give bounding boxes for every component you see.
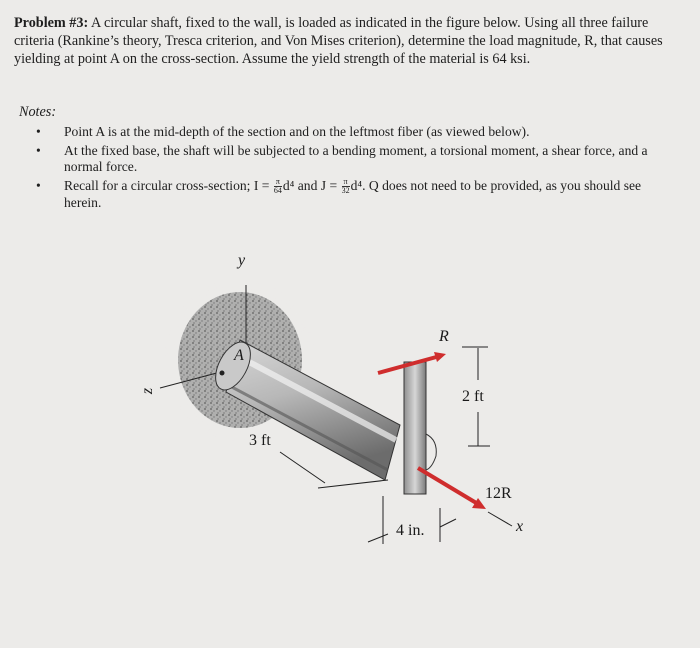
x-axis: [488, 512, 512, 526]
label-12r: 12R: [485, 485, 512, 502]
notes-title: Notes:: [19, 104, 57, 120]
load-12r-arrow: [418, 468, 486, 509]
problem-label: Problem #3:: [14, 15, 89, 31]
label-y: y: [238, 252, 246, 269]
point-a-marker: [220, 371, 225, 376]
fraction-pi-64: $\frac{\pi}{64}$: [273, 176, 282, 195]
fraction-pi-32: $\frac{\pi}{32}$: [341, 176, 350, 195]
label-z: z: [139, 387, 157, 395]
label-x: x: [516, 518, 524, 535]
bullet-icon: •: [36, 177, 41, 193]
note-item: • At the fixed base, the shaft will be subjected to a bending moment, a torsional moment, a shear force, and a normal force.: [36, 142, 648, 174]
bullet-icon: •: [36, 142, 41, 158]
bullet-icon: •: [36, 124, 41, 139]
label-3ft: 3 ft: [249, 432, 271, 449]
note-item: • Point A is at the mid-depth of the section and on the leftmost fiber (as viewed below).: [36, 124, 530, 139]
label-4in: 4 in.: [396, 522, 425, 539]
label-2ft: 2 ft: [462, 388, 484, 405]
label-a: A: [234, 347, 244, 364]
label-r: R: [439, 328, 449, 345]
problem-text: A circular shaft, fixed to the wall, is loaded as indicated in the figure below. Using all three failure criteria (Rankine’s theory, Tresca criterion, and Von Mises criterion), determine the load magnitude, R, that causes yielding at point A on the cross-section. Assume the yield strength of the material is 64 ksi.: [14, 15, 663, 67]
note-item-recall: • Recall for a circular cross-section; I = $\frac{\pi}{64}$ d⁴ and J = $\frac{\pi}{32}$ d⁴. Q does not need to be provided, as you should see herein.: [36, 176, 642, 210]
